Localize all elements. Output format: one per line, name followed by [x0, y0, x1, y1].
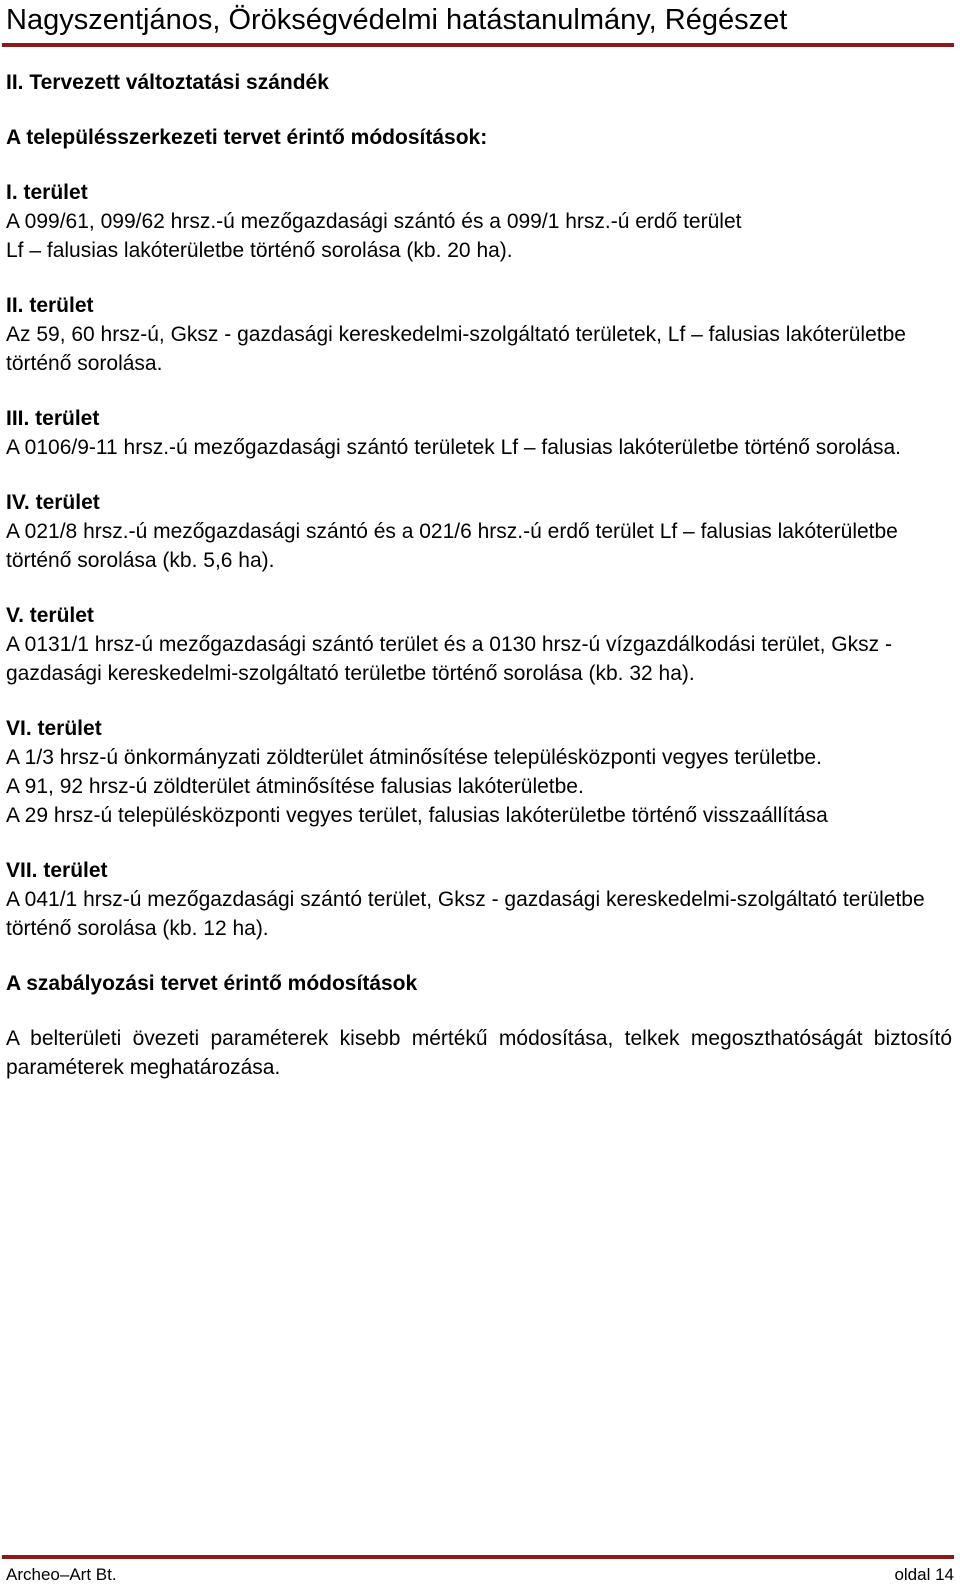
area-title: II. terület [6, 294, 94, 317]
regulation-heading: A szabályozási tervet érintő módosítások [6, 972, 418, 995]
section-title: II. Tervezett változtatási szándék [6, 71, 329, 94]
area-title: VII. terület [6, 859, 108, 882]
area-text: Lf – falusias lakóterületbe történő sorolása (kb. 20 ha). [6, 239, 513, 262]
area-block-5 [6, 601, 952, 688]
area-block-7 [6, 856, 952, 943]
document-body [6, 68, 952, 1082]
area-text: A 91, 92 hrsz-ú zöldterület átminősítése falusias lakóterületbe. [6, 775, 584, 798]
area-text: A 0131/1 hrsz-ú mezőgazdasági szántó terület és a 0130 hrsz-ú vízgazdálkodási terület, Gksz - gazdasági kereskedelmi-szolgáltató területbe történő sorolása (kb. 32 ha). [6, 633, 892, 685]
area-block-2 [6, 291, 952, 378]
page-header-title: Nagyszentjános, Örökségvédelmi hatástanulmány, Régészet [6, 4, 788, 36]
area-block-6 [6, 714, 952, 830]
area-block-4 [6, 488, 952, 575]
footer-divider [2, 1555, 954, 1559]
footer-company: Archeo–Art Bt. [6, 1565, 117, 1584]
area-title: IV. terület [6, 491, 100, 514]
area-block-3 [6, 404, 952, 462]
area-title: III. terület [6, 407, 100, 430]
area-text: A 041/1 hrsz-ú mezőgazdasági szántó terület, Gksz - gazdasági kereskedelmi-szolgáltató területbe történő sorolása (kb. 12 ha). [6, 888, 925, 940]
header-divider [2, 43, 954, 47]
area-text: A 29 hrsz-ú településközponti vegyes terület, falusias lakóterületbe történő visszaállítása [6, 804, 828, 827]
area-text: A 0106/9-11 hrsz.-ú mezőgazdasági szántó területek Lf – falusias lakóterületbe történő sorolása. [6, 436, 901, 459]
area-text: A 099/61, 099/62 hrsz.-ú mezőgazdasági szántó és a 099/1 hrsz.-ú erdő terület [6, 210, 742, 233]
area-title: I. terület [6, 181, 88, 204]
area-text: A 021/8 hrsz.-ú mezőgazdasági szántó és a 021/6 hrsz.-ú erdő terület Lf – falusias lakóterületbe történő sorolása (kb. 5,6 ha). [6, 520, 898, 572]
area-block-1 [6, 178, 952, 265]
regulation-text: A belterületi övezeti paraméterek kisebb mértékű módosítása, telkek megoszthatóságát biztosító paraméterek meghatározása. [6, 1027, 952, 1079]
area-text: A 1/3 hrsz-ú önkormányzati zöldterület átminősítése településközponti vegyes területbe. [6, 746, 822, 769]
settlement-structure-heading: A településszerkezeti tervet érintő módosítások: [6, 126, 488, 149]
footer-page-number: oldal 14 [894, 1565, 954, 1584]
area-title: V. terület [6, 604, 94, 627]
area-text: Az 59, 60 hrsz-ú, Gksz - gazdasági kereskedelmi-szolgáltató területek, Lf – falusias lakóterületbe történő sorolása. [6, 323, 906, 375]
area-title: VI. terület [6, 717, 102, 740]
